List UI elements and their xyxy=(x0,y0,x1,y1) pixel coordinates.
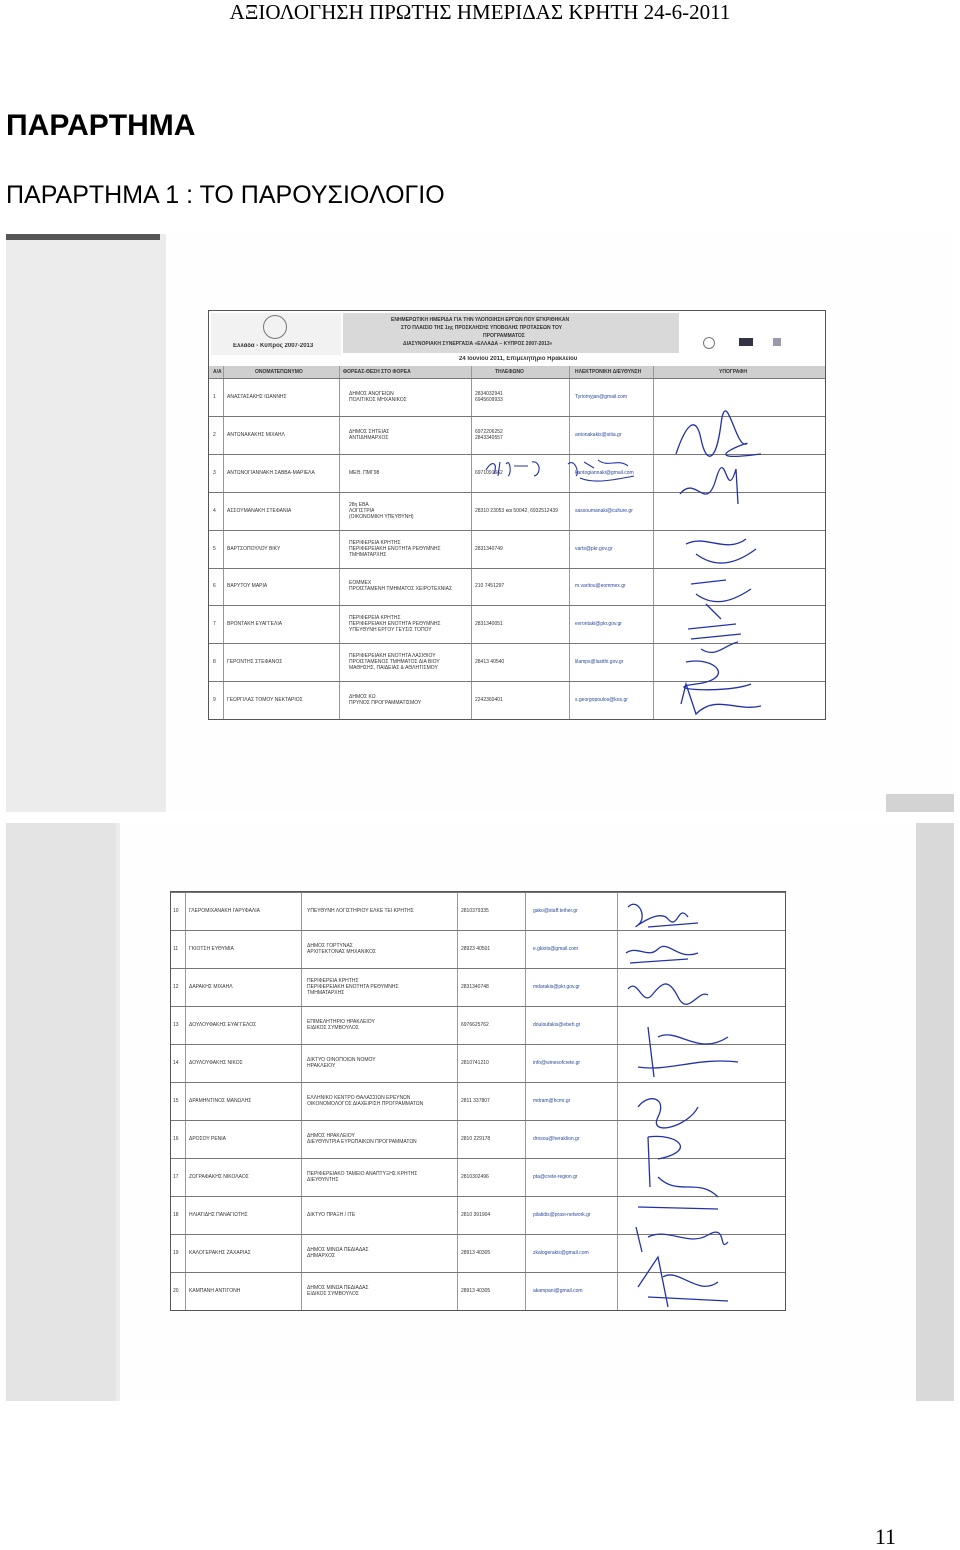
participant-organization: ΕΙΔΙΚΟΣ ΣΥΜΒΟΥΛΟΣ xyxy=(307,1291,359,1297)
participant-phone: 210 7451297 xyxy=(475,583,505,590)
row-number: 15 xyxy=(173,1098,179,1104)
participant-name: ΓΚΙΟΤΣΗ ΕΥΘΥΜΙΑ xyxy=(189,946,234,952)
participant-name: ΓΕΡΟΝΤΗΣ ΣΤΕΦΑΝΟΣ xyxy=(227,659,283,666)
participant-email: s.georgopoulos@kos.gr xyxy=(575,697,628,704)
emblem-icon xyxy=(263,315,287,339)
participant-name: ΑΝΤΩΝΟΓΙΑΝΝΑΚΗ ΣΑΒΒΑ-ΜΑΡΙΕΛΑ xyxy=(227,469,315,476)
participant-organization: ΔΙΕΥΘΥΝΤΡΙΑ ΕΥΡΩΠΑΪΚΩΝ ΠΡΟΓΡΑΜΜΑΤΩΝ xyxy=(307,1139,417,1145)
participant-organization: ΔΙΚΤΥΟ ΠΡΑΞΗ / ΙΤΕ xyxy=(307,1212,356,1218)
participant-phone: 2811 337807 xyxy=(461,1098,490,1104)
participant-phone: 6971091662 xyxy=(475,469,503,476)
participant-phone: 2831340051 xyxy=(475,621,503,628)
signature-strokes-1 xyxy=(666,394,776,724)
participant-phone: 2810302496 xyxy=(461,1174,489,1180)
participant-organization: ΥΠΕΥΘΥΝΗ ΛΟΓΙΣΤΗΡΙΟΥ ΕΛΚΕ ΤΕΙ ΚΡΗΤΗΣ xyxy=(307,908,414,914)
participant-email: varts@pkr.gov.gr xyxy=(575,545,613,552)
row-number: 6 xyxy=(213,583,216,590)
participant-organization: ΔΗΜΟΣ ΓΟΡΤΥΝΑΣ xyxy=(307,943,353,949)
participant-organization: ΕΙΔΙΚΟΣ ΣΥΜΒΟΥΛΟΣ xyxy=(307,1025,359,1031)
participant-organization: ΤΜΗΜΑΤΑΡΧΗΣ xyxy=(349,551,387,558)
row-number: 9 xyxy=(213,697,216,704)
participant-name: ΓΕΩΡΓΙΛΑΣ ΤΟΜΟΥ ΝΕΚΤΑΡΙΟΣ xyxy=(227,697,303,704)
participant-name: ΓΛΕΡΟΜΙΧΑΝΑΚΗ ΓΑΡΥΦΑΛΙΑ xyxy=(189,908,260,914)
participant-phone: 28310 23053 και 50042, 6932512439 xyxy=(475,507,558,514)
participant-organization: (ΟΙΚΟΝΟΜΙΚΗ ΥΠΕΥΘΥΝΗ) xyxy=(349,513,414,520)
participant-organization: ΔΗΜΟΣ ΚΩ xyxy=(349,694,376,701)
column-header-name: ΟΝΟΜΑΤΕΠΩΝΥΜΟ xyxy=(255,369,303,375)
participant-phone: 2834032941 xyxy=(475,390,503,397)
participant-organization: ΛΟΓΙΣΤΡΙΑ xyxy=(349,507,375,514)
participant-organization: ΕΟΜΜΕΧ xyxy=(349,580,372,587)
participant-organization: ΠΟΛΙΤΙΚΟΣ ΜΗΧΑΝΙΚΟΣ xyxy=(349,396,407,403)
attendance-scan-page-1 xyxy=(6,234,954,812)
participant-name: ΚΑΛΟΓΕΡΑΚΗΣ ΖΑΧΑΡΙΑΣ xyxy=(189,1250,251,1256)
participant-organization: ΠΕΡΙΦΕΡΕΙΑΚΟ ΤΑΜΕΙΟ ΑΝΑΠΤΥΞΗΣ ΚΡΗΤΗΣ xyxy=(307,1171,418,1177)
eu-flag-icon xyxy=(703,337,715,349)
participant-name: ΑΝΑΣΤΑΣΑΚΗΣ ΙΩΑΝΝΗΣ xyxy=(227,393,287,400)
participant-email: pilatidis@praxi-network.gr xyxy=(533,1212,591,1218)
participant-organization: ΕΛΛΗΝΙΚΟ ΚΕΝΤΡΟ ΘΑΛΑΣΣΙΩΝ ΕΡΕΥΝΩΝ xyxy=(307,1095,411,1101)
participant-email: info@winesofcrete.gr xyxy=(533,1060,581,1066)
participant-email: Tyriomyjan@gmail.com xyxy=(575,393,628,400)
participant-organization: 28η ΕΒΑ xyxy=(349,501,369,508)
table-row xyxy=(171,892,785,893)
participant-organization: ΔΙΕΥΘΥΝΤΗΣ xyxy=(307,1177,339,1183)
participant-organization: ΟΙΚΟΝΟΜΟΛΟΓΟΣ ΔΙΑΧΕΙΡΙΣΗ ΠΡΟΓΡΑΜΜΑΤΩΝ xyxy=(307,1101,424,1107)
participant-organization: ΠΕΡΙΦΕΡΕΙΑΚΗ ΕΝΟΤΗΤΑ ΡΕΘΥΜΝΗΣ xyxy=(307,984,399,990)
participant-phone: 6972206252 xyxy=(475,428,503,435)
participant-organization: ΠΡΟΪΣΤΑΜΕΝΗ ΤΜΗΜΑΤΟΣ ΧΕΙΡΟΤΕΧΝΙΑΣ xyxy=(349,586,453,593)
participant-email: akampani@gmail.com xyxy=(533,1288,583,1294)
row-number: 18 xyxy=(173,1212,179,1218)
participant-name: ΔΡΑΜΗΝΤΙΝΟΣ ΜΑΝΩΛΗΣ xyxy=(189,1098,252,1104)
participant-name: ΔΑΡΑΚΗΣ ΜΙΧΑΗΛ xyxy=(189,984,233,990)
participant-organization: ΤΜΗΜΑΤΑΡΧΗΣ xyxy=(307,990,345,996)
participant-email: e.gkiots@gmail.com xyxy=(533,946,579,952)
column-header-organization: ΦΟΡΕΑΣ-ΘΕΣΗ ΣΤΟ ΦΟΡΕΑ xyxy=(343,369,411,375)
participant-email: sassoumanaki@culture.gr xyxy=(575,507,633,514)
section-title: ΠΑΡΑΡΤΗΜΑ xyxy=(6,109,196,142)
participant-organization: ΔΙΚΤΥΟ ΟΙΝΟΠΟΙΩΝ ΝΟΜΟΥ xyxy=(307,1057,376,1063)
participant-email: mdarakis@pkr.gov.gr xyxy=(533,984,580,990)
participant-phone: 2810379335 xyxy=(461,908,489,914)
event-banner xyxy=(343,313,679,353)
handwritten-entries-row-3 xyxy=(484,454,654,488)
participant-name: ΚΑΜΠΑΝΗ ΑΝΤΙΓΟΝΗ xyxy=(189,1288,241,1294)
row-number: 11 xyxy=(173,946,179,952)
participant-phone: 2810 391904 xyxy=(461,1212,491,1218)
column-header-aa: Α/Α xyxy=(213,369,222,375)
participant-organization: ΗΡΑΚΛΕΙΟΥ xyxy=(307,1063,336,1069)
eu-logos xyxy=(703,337,813,351)
participant-organization: ΕΠΙΜΕΛΗΤΗΡΙΟ ΗΡΑΚΛΕΙΟΥ xyxy=(307,1019,375,1025)
participant-name: ΑΝΤΩΝΑΚΑΚΗΣ ΜΙΧΑΗΛ xyxy=(227,431,285,438)
participant-email: antonakakis@sitia.gr xyxy=(575,431,622,438)
participant-organization: ΠΕΡΙΦΕΡΕΙΑΚΗ ΕΝΟΤΗΤΑ ΡΕΘΥΜΝΗΣ xyxy=(349,545,441,552)
participant-organization: ΑΡΧΙΤΕΚΤΟΝΑΣ ΜΗΧΑΝΙΚΟΣ xyxy=(307,949,377,955)
row-number: 1 xyxy=(213,393,216,400)
table-row xyxy=(209,378,825,379)
participant-name: ΖΩΓΡΑΦΑΚΗΣ ΝΙΚΟΛΑΟΣ xyxy=(189,1174,249,1180)
row-number: 10 xyxy=(173,908,179,914)
attendance-scan-page-2 xyxy=(6,823,954,1401)
participant-email: m.varitou@eommex.gr xyxy=(575,583,626,590)
greece-logo-icon xyxy=(773,338,781,346)
participant-name: ΔΟΥΛΟΥΦΑΚΗΣ ΝΙΚΟΣ xyxy=(189,1060,243,1066)
participant-organization: ΑΝΤΙΔΗΜΑΡΧΟΣ xyxy=(349,434,389,441)
participant-email: pta@crete-region.gr xyxy=(533,1174,578,1180)
participant-email: evrontaki@pkr.gov.gr xyxy=(575,621,622,628)
participant-email: douloufakis@ebeh.gr xyxy=(533,1022,581,1028)
row-number: 14 xyxy=(173,1060,179,1066)
column-header-phone: ΤΗΛΕΦΩΝΟ xyxy=(495,369,524,375)
row-number: 16 xyxy=(173,1136,179,1142)
row-number: 2 xyxy=(213,431,216,438)
banner-line-3: ΠΡΟΓΡΑΜΜΑΤΟΣ xyxy=(483,333,525,339)
participant-email: lilamps@lasithi.gov.gr xyxy=(575,659,624,666)
banner-line-2: ΣΤΟ ΠΛΑΙΣΙΟ ΤΗΣ 1ης ΠΡΟΣΚΛΗΣΗΣ ΥΠΟΒΟΛΗΣ ΠΡΟΤΑΣΕΩΝ ΤΟΥ xyxy=(401,325,563,331)
participant-phone: 28413 40540 xyxy=(475,659,505,666)
row-number: 19 xyxy=(173,1250,179,1256)
participant-organization: ΠΕΡΙΦΕΡΕΙΑ ΚΡΗΤΗΣ xyxy=(349,539,401,546)
participant-phone: 28913 40305 xyxy=(461,1288,491,1294)
column-header-signature: ΥΠΟΓΡΑΦΗ xyxy=(719,369,747,375)
participant-email: mdram@hcmr.gr xyxy=(533,1098,571,1104)
participant-email: gako@staff.teiher.gr xyxy=(533,908,578,914)
participant-phone: 2831340748 xyxy=(461,984,489,990)
participant-organization: ΔΗΜΑΡΧΟΣ xyxy=(307,1253,336,1259)
participant-email: drosou@heraklion.gr xyxy=(533,1136,580,1142)
participant-phone: 28913 40305 xyxy=(461,1250,491,1256)
participant-phone: 2242360401 xyxy=(475,697,503,704)
row-number: 20 xyxy=(173,1288,179,1294)
participant-organization: ΠΕΡΙΦΕΡΕΙΑ ΚΡΗΤΗΣ xyxy=(349,615,401,622)
participant-phone: 6976625762 xyxy=(461,1022,489,1028)
page-number: 11 xyxy=(874,1524,896,1549)
participant-organization: ΔΗΜΟΣ ΑΝΩΓΕΙΩΝ xyxy=(349,390,394,397)
participant-organization: ΠΕΡΙΦΕΡΕΙΑ ΚΡΗΤΗΣ xyxy=(307,978,359,984)
running-header: ΑΞΙΟΛΟΓΗΣΗ ΠΡΩΤΗΣ ΗΜΕΡΙΔΑΣ ΚΡΗΤΗ 24-6-2011 xyxy=(229,0,731,24)
participant-name: ΒΡΟΝΤΑΚΗ ΕΥΑΓΓΕΛΙΑ xyxy=(227,621,283,628)
participant-phone: 2810741210 xyxy=(461,1060,489,1066)
participant-name: ΒΑΡΥΤΟΥ ΜΑΡΙΑ xyxy=(227,583,268,590)
participant-organization: ΜΕΘ. ΠΜΓ98 xyxy=(349,469,380,476)
row-number: 3 xyxy=(213,469,216,476)
participant-organization: ΔΗΜΟΣ ΜΙΝΩΑ ΠΕΔΙΑΔΑΣ xyxy=(307,1285,369,1291)
row-number: 4 xyxy=(213,507,216,514)
program-logo xyxy=(211,313,341,355)
column-header-email: ΗΛΕΚΤΡΟΝΙΚΗ ΔΙΕΥΘΥΝΣΗ xyxy=(575,369,642,375)
participant-name: ΒΑΡΤΣΟΠΟΥΛΟΥ ΒΙΚΥ xyxy=(227,545,281,552)
row-number: 7 xyxy=(213,621,216,628)
row-number: 17 xyxy=(173,1174,179,1180)
participant-email: kantogiannaki@gmail.com xyxy=(575,469,634,476)
participant-organization: ΠΡΥΝΟΣ ΠΡΟΓΡΑΜΜΑΤΙΣΜΟΥ xyxy=(349,700,422,707)
participant-phone: 2843340557 xyxy=(475,434,503,441)
participant-organization: ΠΕΡΙΦΕΡΕΙΑΚΗ ΕΝΟΤΗΤΑ ΡΕΘΥΜΝΗΣ xyxy=(349,621,441,628)
participant-organization: ΔΗΜΟΣ ΗΡΑΚΛΕΙΟΥ xyxy=(307,1133,355,1139)
participant-phone: 6945609933 xyxy=(475,396,503,403)
participant-name: ΔΟΥΛΟΥΦΑΚΗΣ ΕΥΑΓΓΕΛΟΣ xyxy=(189,1022,257,1028)
participant-name: ΔΡΟΣΟΥ ΡΕΝΙΑ xyxy=(189,1136,227,1142)
banner-line-4: ΔΙΑΣΥΝΟΡΙΑΚΗ ΣΥΝΕΡΓΑΣΙΑ «ΕΛΛΑΔΑ – ΚΥΠΡΟΣ 2007-2013» xyxy=(403,341,553,347)
participant-name: ΑΣΣΟΥΜΑΝΑΚΗ ΣΤΕΦΑΝΙΑ xyxy=(227,507,292,514)
participant-name: ΗΛΙΑΤΙΔΗΣ ΠΑΝΑΓΙΩΤΗΣ xyxy=(189,1212,248,1218)
signature-strokes-2 xyxy=(618,897,748,1317)
row-number: 5 xyxy=(213,545,216,552)
participant-email: zkalogerakis@gmail.com xyxy=(533,1250,589,1256)
participant-organization: ΥΠΕΥΘΥΝΗ ΕΡΓΟΥ ΓΕΥΣΙΣ ΤΟΠΟΥ xyxy=(349,627,432,634)
participant-organization: ΠΡΟΪΣΤΑΜΕΝΟΣ ΤΜΗΜΑΤΟΣ ΔΙΑ ΒΙΟΥ xyxy=(349,659,440,666)
participant-phone: 28923 40501 xyxy=(461,946,491,952)
row-number: 13 xyxy=(173,1022,179,1028)
event-date: 24 Ιουνίου 2011, Επιμελητήριο Ηρακλείου xyxy=(459,356,578,362)
participant-phone: 2810 229178 xyxy=(461,1136,491,1142)
participant-organization: ΜΑΘΗΣΗΣ, ΠΑΙΔΕΙΑΣ & ΑΘΛΗΤΙΣΜΟΥ xyxy=(349,665,438,672)
participant-organization: ΠΕΡΙΦΕΡΕΙΑΚΗ ΕΝΟΤΗΤΑ ΛΑΣΙΘΙΟΥ xyxy=(349,653,436,660)
participant-organization: ΔΗΜΟΣ ΣΗΤΕΙΑΣ xyxy=(349,428,390,435)
row-number: 12 xyxy=(173,984,179,990)
participant-phone: 2831340749 xyxy=(475,545,503,552)
section-subtitle: ΠΑΡΑΡΤΗΜΑ 1 : ΤΟ ΠΑΡΟΥΣΙΟΛΟΓΙΟ xyxy=(6,181,445,209)
participant-organization: ΔΗΜΟΣ ΜΙΝΩΑ ΠΕΔΙΑΔΑΣ xyxy=(307,1247,369,1253)
row-number: 8 xyxy=(213,659,216,666)
banner-line-1: ΕΝΗΜΕΡΩΤΙΚΗ ΗΜΕΡΙΔΑ ΓΙΑ ΤΗΝ ΥΛΟΠΟΙΗΣΗ ΕΡΓΩΝ ΠΟΥ ΕΓΚΡΙΘΗΚΑΝ xyxy=(391,317,570,323)
cyprus-logo-icon xyxy=(739,338,753,346)
program-logo-text: Ελλάδα - Κύπρος 2007-2013 xyxy=(233,343,314,349)
